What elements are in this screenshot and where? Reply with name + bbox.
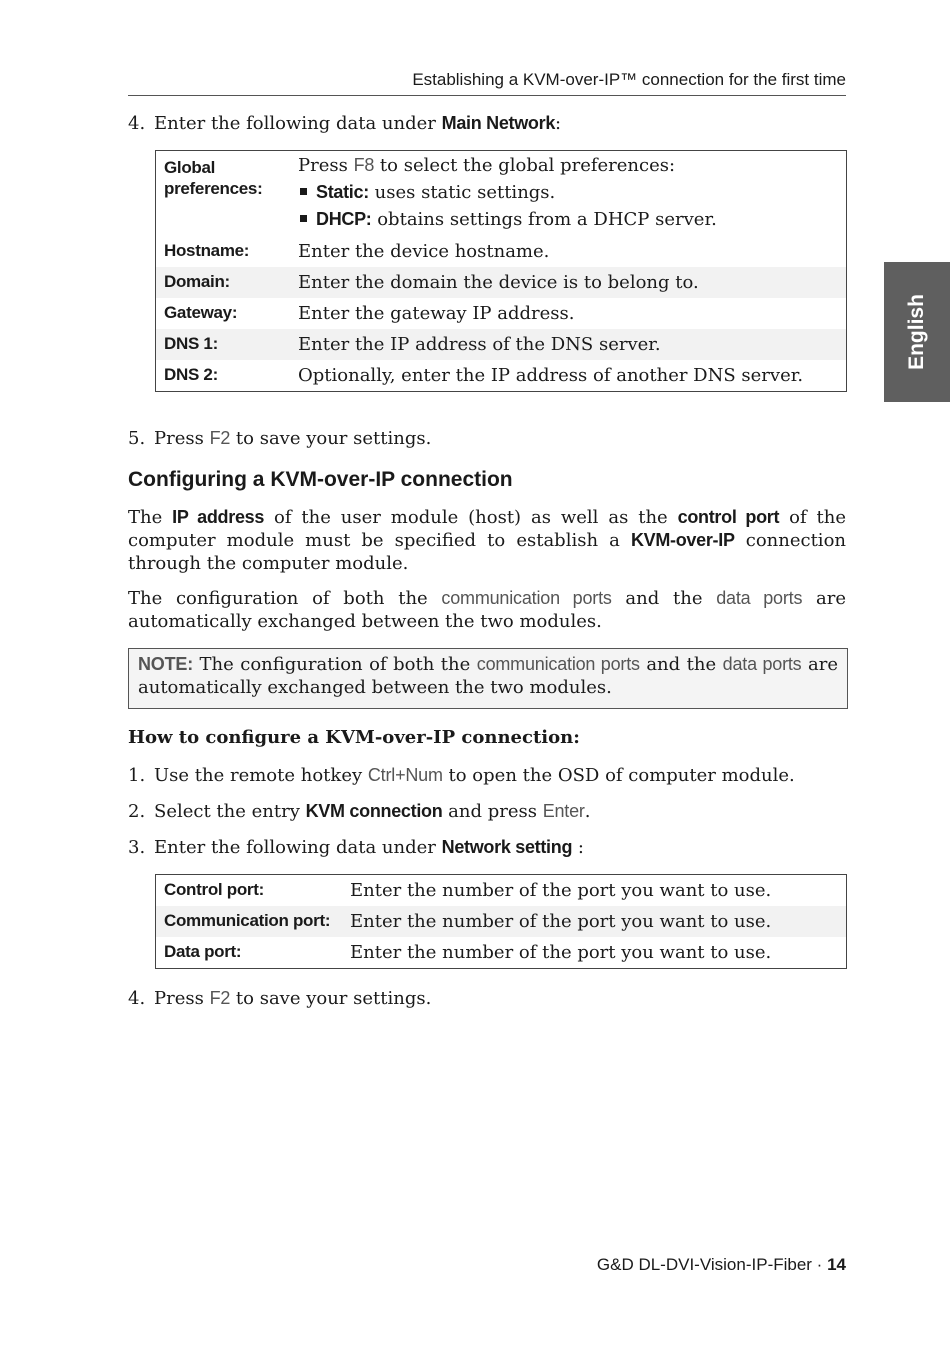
- table-row: DNS 1: Enter the IP address of the DNS server.: [156, 329, 847, 360]
- main-network-table: [155, 150, 847, 392]
- bullet-square-icon: [300, 215, 307, 222]
- step-5-save: 5. Press F2 to save your settings.: [128, 428, 432, 449]
- term-kvm-connection: KVM connection: [305, 801, 443, 821]
- language-tab-label: English: [905, 294, 928, 370]
- hotkey-enter: Enter: [542, 801, 585, 821]
- table-row: Data port: Enter the number of the port you want to use.: [164, 942, 772, 963]
- hotkey-f2: F2: [209, 428, 231, 448]
- hotkey-f2: F2: [209, 988, 231, 1008]
- term-main-network: Main Network: [441, 113, 556, 133]
- howto-step-2: 2. Select the entry KVM connection and press Enter.: [128, 801, 591, 822]
- page-footer: [128, 1255, 846, 1275]
- table-row: DNS 2: Optionally, enter the IP address of another DNS server.: [164, 365, 804, 386]
- howto-heading: How to configure a KVM-over-IP connection:: [128, 727, 580, 748]
- paragraph-intro: The IP address of the user module (host) as well as the control port of the computer module must be specified to establish a KVM-over-IP connection through the computer module.: [128, 507, 846, 574]
- value-global-preferences: Press F8 to select the global preferences: Static: uses static settings. DHCP: obtains settings from a DHCP server.: [290, 151, 847, 237]
- table-row: Control port: Enter the number of the port you want to use.: [164, 880, 772, 901]
- step-4-save: 4. Press F2 to save your settings.: [128, 988, 432, 1009]
- bullet-square-icon: [300, 188, 307, 195]
- table-row: Hostname: Enter the device hostname.: [164, 241, 550, 262]
- table-row: Domain: Enter the domain the device is to belong to.: [156, 267, 847, 298]
- page-number: 14: [827, 1255, 846, 1274]
- paragraph-config: The configuration of both the communication ports and the data ports are automatically exchanged between the two modules.: [128, 588, 846, 632]
- key-global-preferences: Global preferences:: [164, 158, 263, 198]
- footer-product: G&D DL-DVI-Vision-IP-Fiber ·: [596, 1255, 828, 1274]
- table-row: Communication port: Enter the number of the port you want to use.: [156, 906, 847, 937]
- hotkey-ctrl-num: Ctrl+Num: [367, 765, 443, 785]
- table-row-global: [156, 151, 847, 237]
- hotkey-f8: F8: [353, 155, 375, 175]
- list-item: DHCP: obtains settings from a DHCP server.: [298, 209, 838, 230]
- howto-step-3: 3. Enter the following data under Network setting :: [128, 837, 584, 858]
- note-label: NOTE:: [138, 654, 193, 674]
- term-network-setting: Network setting: [441, 837, 573, 857]
- table-row: Gateway: Enter the gateway IP address.: [164, 303, 575, 324]
- list-item: Static: uses static settings.: [298, 182, 838, 203]
- step-4-main-network: 4. Enter the following data under Main Network:: [128, 113, 562, 134]
- note-box: NOTE: The configuration of both the communication ports and the data ports are automatically exchanged between the two modules.: [128, 648, 848, 709]
- section-heading: Configuring a KVM-over-IP connection: [128, 468, 513, 491]
- language-tab: [884, 262, 950, 402]
- howto-step-1: 1. Use the remote hotkey Ctrl+Num to open the OSD of computer module.: [128, 765, 795, 786]
- running-header: Establishing a KVM-over-IP™ connection for the first time: [128, 70, 846, 96]
- network-setting-table: [155, 874, 847, 969]
